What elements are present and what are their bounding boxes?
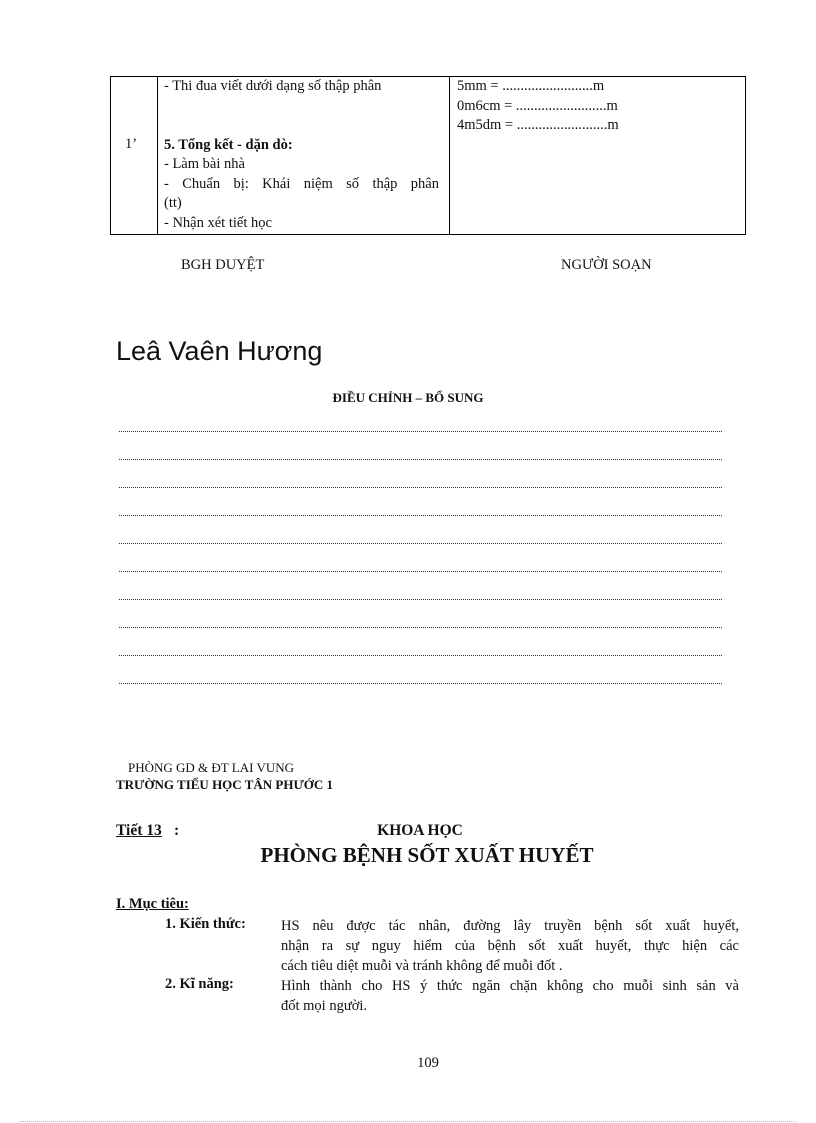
activity-line: - Làm bài nhà [164,156,245,172]
dotted-line [119,487,722,488]
activity-line: - Thi đua viết dưới dạng số thập phân [164,78,382,94]
skill-line: Hình thành cho HS ý thức ngăn chặn không cho muỗi sinh sản và [281,978,739,994]
skill-text [281,976,739,1016]
exercise-line: 5mm = .........................m [457,78,605,94]
adjustment-title: ĐIỀU CHỈNH – BỔ SUNG [332,390,484,405]
dotted-line [119,571,722,572]
dotted-line [119,515,722,516]
author-signature: NGƯỜI SOẠN [561,257,652,273]
exercise-line: 0m6cm = .........................m [457,97,618,114]
approval-signature: BGH DUYỆT [181,257,265,273]
skill-line: đốt mọi người. [281,998,368,1014]
activity-line: - Chuẩn bị: Khái niệm số thập phân [164,175,439,192]
department-name: PHÒNG GD & ĐT LAI VUNG [128,760,294,775]
table-column-divider [449,77,450,234]
activity-line: (tt) [164,195,182,211]
knowledge-line: nhận ra sự nguy hiểm của bệnh sốt xuất huyết, thực hiện các [281,938,739,954]
exercise-line: 4m5dm = .........................m [457,117,619,133]
lesson-title: PHÒNG BỆNH SỐT XUẤT HUYẾT [260,843,594,867]
subject-title: KHOA HỌC [377,822,463,839]
dotted-line [119,627,722,628]
knowledge-text [281,916,739,976]
knowledge-label: 1. Kiến thức: [165,916,246,932]
author-name: Leâ Vaên Hương [116,336,323,366]
activity-cell [164,77,439,233]
dotted-line [119,599,722,600]
lesson-colon: : [174,822,180,839]
table-column-divider [157,77,158,234]
exercise-cell [457,77,737,136]
activity-heading: 5. Tổng kết - dặn dò: [164,136,293,153]
dotted-line [119,543,722,544]
dotted-line [119,655,722,656]
page-number: 109 [417,1055,439,1071]
lesson-label: Tiết 13 [116,822,162,839]
objectives-heading: I. Mục tiêu: [116,896,189,912]
dotted-line [119,683,722,684]
lesson-table [110,76,746,235]
dotted-line [119,459,722,460]
knowledge-line: cách tiêu diệt muỗi và tránh không để muỗi đốt . [281,958,563,974]
school-name: TRƯỜNG TIỂU HỌC TÂN PHƯỚC 1 [116,777,334,792]
activity-line: - Nhận xét tiết học [164,214,272,231]
dotted-line [119,431,722,432]
skill-label: 2. Kĩ năng: [165,976,234,992]
page-edge [20,1121,796,1122]
time-cell: 1’ [125,136,138,152]
knowledge-line: HS nêu được tác nhân, đường lây truyền bệnh sốt xuất huyết, [281,918,739,934]
